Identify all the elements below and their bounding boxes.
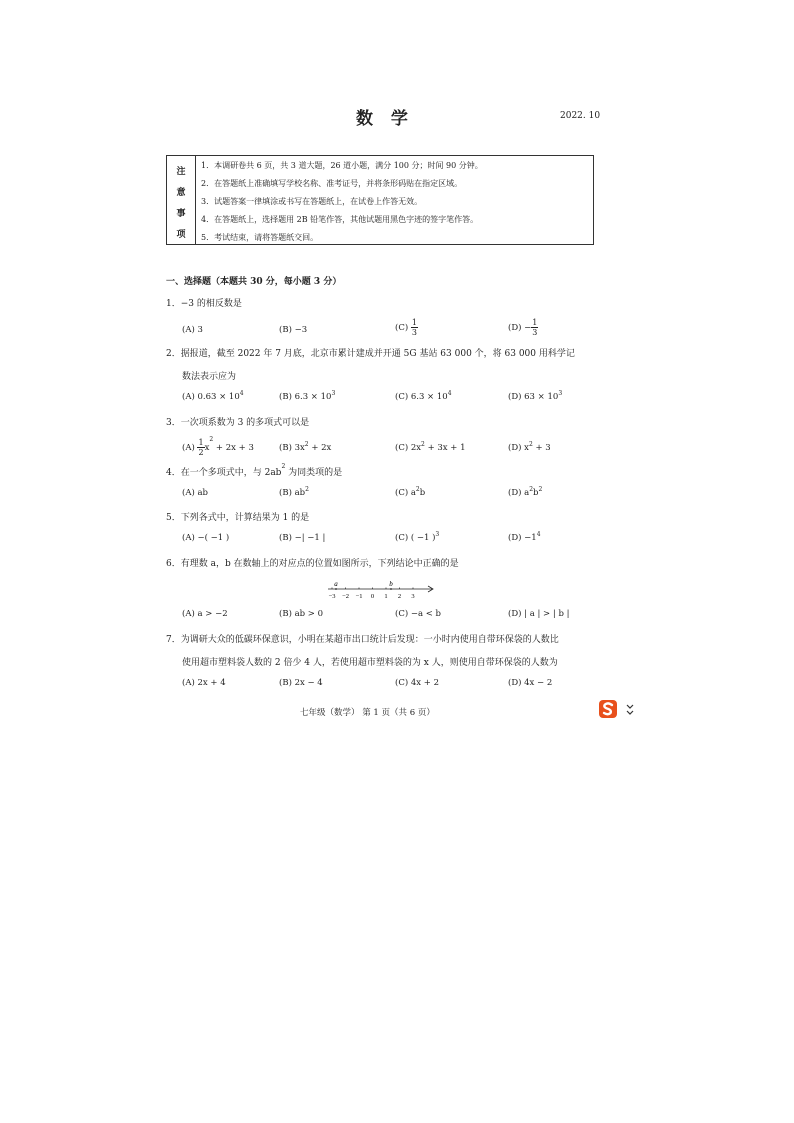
question-5-stem: 5．下列各式中，计算结果为 1 的是 [166,513,310,523]
number-line-tick-label: −2 [342,593,349,600]
toolbar-expand-icon[interactable] [625,702,635,718]
q7-option-c: (C) 4x + 2 [395,678,439,688]
q7-option-b: (B) 2x − 4 [279,678,323,688]
q1-option-d: (D) − $\frac{1}{3}$ [508,318,538,337]
q3-option-a: (A) $\frac{1}{2}$ $x^2 + 2x + 3$ [182,436,254,457]
point-a-label: a [334,580,338,588]
notice-item: 2．在答题纸上准确填写学校名称、准考证号，并将条形码贴在指定区域。 [201,179,463,188]
q6-option-c: (C) −a < b [395,609,441,619]
notice-label [167,156,196,244]
q2-option-a: (A) $0.63 \times 10^4$ [182,390,244,402]
number-line-tick-label: −3 [328,593,336,600]
q6-option-a: (A) a > −2 [182,609,228,619]
q5-option-a: (A) −( −1 ) [182,533,230,543]
q6-option-b: (B) ab > 0 [279,609,324,619]
q7-option-a: (A) 2x + 4 [182,678,226,688]
notice-item: 1．本调研卷共 6 页，共 3 道大题，26 道小题，满分 100 分；时间 90 分钟。 [201,161,483,170]
q6-option-d: (D) | a | > | b | [508,609,570,619]
number-line-tick-label: 1 [384,593,388,600]
q4-option-b: (B) $ab^2$ [279,486,309,498]
notice-label-char: 意 [176,188,186,198]
q5-option-b: (B) −| −1 | [279,533,326,543]
question-6-stem: 6．有理数 a，b 在数轴上的对应点的位置如图所示，下列结论中正确的是 [166,559,459,569]
q3-option-b: (B) $3x^2 + 2x$ [279,441,332,453]
question-7-stem-cont: 使用超市塑料袋人数的 2 倍少 4 人，若使用超市塑料袋的为 x 人，则使用自带环保袋的人数为 [182,658,558,668]
input-method-logo-icon[interactable] [598,699,618,719]
page-footer: 七年级（数学） 第 1 页（共 6 页） [300,708,435,718]
q5-option-d: $(D) -1^4$ [508,531,541,543]
question-4-stem: 4．在一个多项式中，与 $2ab^2$ 为同类项的是 [166,463,343,478]
question-7-stem: 7．为调研大众的低碳环保意识，小明在某超市出口统计后发现：一小时内使用自带环保袋的人数比 [166,635,559,645]
notice-item: 3．试题答案一律填涂或书写在答题纸上，在试卷上作答无效。 [201,197,423,206]
notice-label-char: 项 [176,230,186,240]
q2-option-b: (B) $6.3 \times 10^3$ [279,390,336,402]
question-2-stem-cont: 数法表示应为 [182,372,237,382]
q7-option-d: (D) 4x − 2 [508,678,553,688]
notice-item: 5．考试结束，请将答题纸交回。 [201,233,319,242]
q1-option-b: (B) −3 [279,325,308,335]
number-line-tick-label: 2 [397,593,402,600]
question-2-stem: 2．据报道，截至 2022 年 7 月底，北京市累计建成并开通 5G 基站 63 000 个，将 63 000 用科学记 [166,349,575,359]
number-line-tick-label: −1 [355,593,363,600]
q1-option-a: (A) 3 [182,325,203,335]
q4-option-d: (D) $a^2b^2$ [508,486,543,498]
question-3-stem: 3．一次项系数为 3 的多项式可以是 [166,418,310,428]
number-line-tick-label: 0 [370,593,375,600]
number-line-tick-label: 3 [411,593,415,600]
question-1-stem: 1．−3 的相反数是 [166,299,242,309]
q2-option-d: (D) $63 \times 10^3$ [508,390,563,402]
exam-date: 2022. 10 [560,111,601,121]
q3-option-d: (D) $x^2 + 3$ [508,441,551,453]
notice-label-char: 注 [176,167,186,177]
section-title: 一、选择题（本题共 30 分，每小题 3 分） [166,277,342,287]
page-title: 数 学 [356,109,414,129]
q5-option-c: (C) ( −1 )$^3$ [395,531,440,543]
point-b-dot [390,588,392,590]
q4-option-c: (C) $a^2b$ [395,486,426,498]
number-line-figure [324,578,436,602]
q4-option-a: (A) ab [182,488,208,498]
q1-option-c: (C) $\frac{1}{3}$ [395,318,417,337]
point-a-dot [335,588,337,590]
q2-option-c: (C) $6.3 \times 10^4$ [395,390,452,402]
notice-item: 4．在答题纸上，选择题用 2B 铅笔作答，其他试题用黑色字迹的签字笔作答。 [201,215,479,224]
notice-box [166,155,594,245]
point-b-label: b [389,580,393,588]
q3-option-c: (C) $2x^2 + 3x + 1$ [395,441,466,453]
notice-label-char: 事 [176,209,186,219]
